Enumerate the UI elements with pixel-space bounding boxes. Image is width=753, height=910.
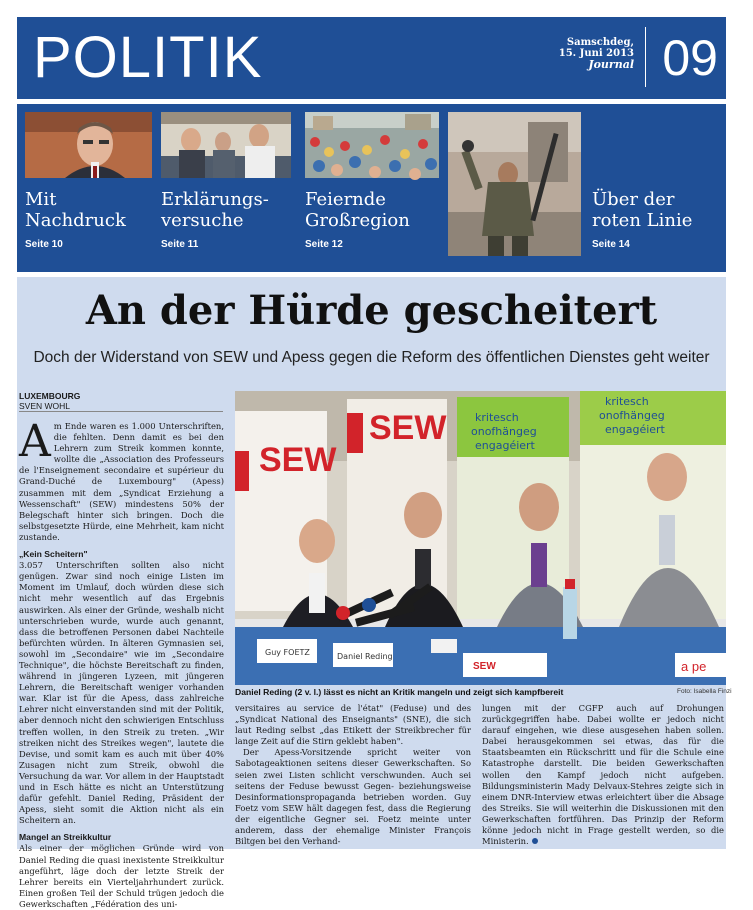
teaser-4-page: Seite 14 [592,239,630,250]
teaser-3-photo [305,112,439,178]
banner-green-2-line3: engagéiert [605,423,665,436]
teaser-strip [17,104,726,272]
headline: An der Hürde gescheitert [85,287,658,334]
banner-green-2-line1: kritesch [605,395,649,408]
paragraph: lungen mit der CGFP auch auf Drohungen zurückgegriffen habe. Dabei wollte er jedoch nicht darauf eingehen, wie diese ausgesehen haben sollen. Dabei herausgekommen sei etwas, das für die Staatsbeamten ein Rückschritt und für die Schule eine Katastrophe darstellt. Die beiden Gewerkschaften wollen den Kampf jedoch nicht aufgeben. Bildungsministerin Mady Delvaux-Stehres zeigte sich in einem DNR-Interview etwas erleichtert über die Absage des Streiks. Sie will weiterhin die Diskussionen mit den Gewerkschaften fortführen. Das Prinzip der Reform könne jedoch nicht in Frage gestellt werden, so die Ministerin. [482,703,724,847]
teaser-4-photo [448,112,581,256]
column-2 [235,703,471,847]
dropcap: A [19,416,51,467]
teaser-1-photo [25,112,152,178]
teaser-1-page: Seite 10 [25,239,63,250]
teaser-3-page: Seite 12 [305,239,343,250]
paragraph: Als einer der möglichen Gründe wird von Daniel Reding die quasi inexistente Streikkultur angeführt, läge doch der letzte Streik der Lehrer bereits ein Vierteljahrhundert zurück. Einen großen Teil der Schuld trügen jedoch die Gewerkschaften „Fédération des uni- [19,843,224,909]
banner-sew-middle: SEW [369,409,447,447]
end-mark [532,838,538,844]
paragraph: versitaires au service de l'état" (Feduse) und des „Syndicat National des Enseignants" (SNE), die sich laut Reding selbst „das Etikett der Streikbrecher für lange Zeit auf die Stirn geklebt haben". [235,703,471,747]
banner-green-1-line3: engagéiert [475,439,535,452]
banner-sew-left: SEW [259,441,337,479]
banner-green-1-line2: onofhängeg [471,425,537,438]
teaser-3-title: Feiernde Großregion [305,189,410,231]
teaser-2-title: Erklärungs- versuche [161,189,269,231]
paragraph: 3.057 Unterschriften sollten also nicht genügen. Zwar sind noch einige Listen im Moment im Umlauf, doch würden diese sich nicht mehr wesentlich auf das Ergebnis auswirken. Als einer der Gründe, weshalb nicht unterschrieben wurde, wurde auch genannt, dass die betroffenen Personen dabei Nachteile befürchten würden. In älteren Gymnasien sei, sowohl im „Secondaire" wie im „Secondaire Technique", die höchste Bereitschaft zu finden, während in jüngeren Lyzeen, mit jüngeren Lehrern, die Bereitschaft weniger vorhanden war. Klar ist für die Apess, dass zahlreiche Lehrer nicht einverstanden sind mit der Politik, aber dennoch nicht den schwierigen Entschluss treffen wollen, in den Streik zu treten. „Wir streiken nicht des Streikes wegen", lautete die Devise, und somit kam es auch mit über 40% Zusagen nicht zum Streik, obwohl die Versuchung da war. Vor allem in der Hauptstadt und in Esch hätte es nicht an Unterstützung dafür gefehlt. Daniel Reding, Präsident der Apess, sieht somit die Aktion nicht als ein Scheitern an. [19,560,224,826]
nameplate-1: Guy FOETZ [265,648,310,657]
column-3 [482,703,724,847]
nameplate-3: SEW [473,661,496,672]
teaser-4[interactable] [448,104,726,272]
masthead [17,17,726,99]
date-weekday: Samschdeg, [566,37,634,48]
page-number: 09 [662,30,718,86]
corner-banner-text: a pe [681,659,707,674]
author: SVEN WOHL [19,401,71,411]
section-title: POLITIK [33,25,263,90]
photo-caption: Daniel Reding (2 v. l.) lässt es nicht an Kritik mangeln und zeigt sich kampfbereit [235,687,564,697]
byline [19,391,80,411]
column-1 [19,416,224,909]
photo-credit: Foto: Isabella Finzi [677,688,732,695]
crosshead-2: Mangel an Streikkultur [19,832,112,843]
teaser-4-title: Über der roten Linie [592,189,693,231]
teaser-2-page: Seite 11 [161,239,199,250]
dateline-place: LUXEMBOURG [19,391,81,401]
banner-green-1-line1: kritesch [475,411,519,424]
date-day: 15. Juni 2013 [558,48,634,59]
headline-area [17,277,726,387]
intro-paragraph: Am Ende waren es 1.000 Unterschriften, die fehlten. Denn damit es bei den Lehrern zum Streik kommen konnte, wollte die „Association des Professeurs de l'Enseignement secondaire et supérieur du Grand-Duché de Luxembourg" (Apess) zusammen mit dem „Syndicat Erziehung a Wessenschaft" (SEW) mindestens 50% der Belegschaft hinter sich bringen. Doch die selbstgesetzte Hürde, eine Mehrheit, kam nicht zustande. [19,416,224,542]
masthead-divider [645,27,646,87]
paragraph: Der Apess-Vorsitzende spricht weiter von Sabotageaktionen seitens dieser Gewerkschaften. So seien zwei Listen schlicht verschwunden. Auch sei seitens der Feduse bewusst Gegen- beziehungsweise Desinformationspropaganda betrieben worden. Guy Foetz vom SEW hält dagegen fest, dass die Regierung der eigentliche Gegner sei. Foetz meinte unter anderem, dass der ehemalige Minister François Biltgen bei den Verhand- [235,747,471,847]
subheadline: Doch der Widerstand von SEW und Apess gegen die Reform des öffentlichen Dienstes geht weiter [33,349,710,366]
press-conference-photo [235,391,726,685]
nameplate-2: Daniel Reding [337,652,393,661]
teaser-2-photo [161,112,291,178]
teaser-2[interactable] [161,104,289,272]
teaser-1-title: Mit Nachdruck [25,189,126,231]
banner-green-2-line2: onofhängeg [599,409,665,422]
byline-rule [19,411,223,412]
crosshead-1: „Kein Scheitern" [19,549,88,560]
article-body [17,387,732,909]
teaser-3[interactable] [305,104,440,272]
teaser-1[interactable] [25,104,153,272]
journal-logo: Journal [588,58,634,71]
issue-date [559,37,634,70]
